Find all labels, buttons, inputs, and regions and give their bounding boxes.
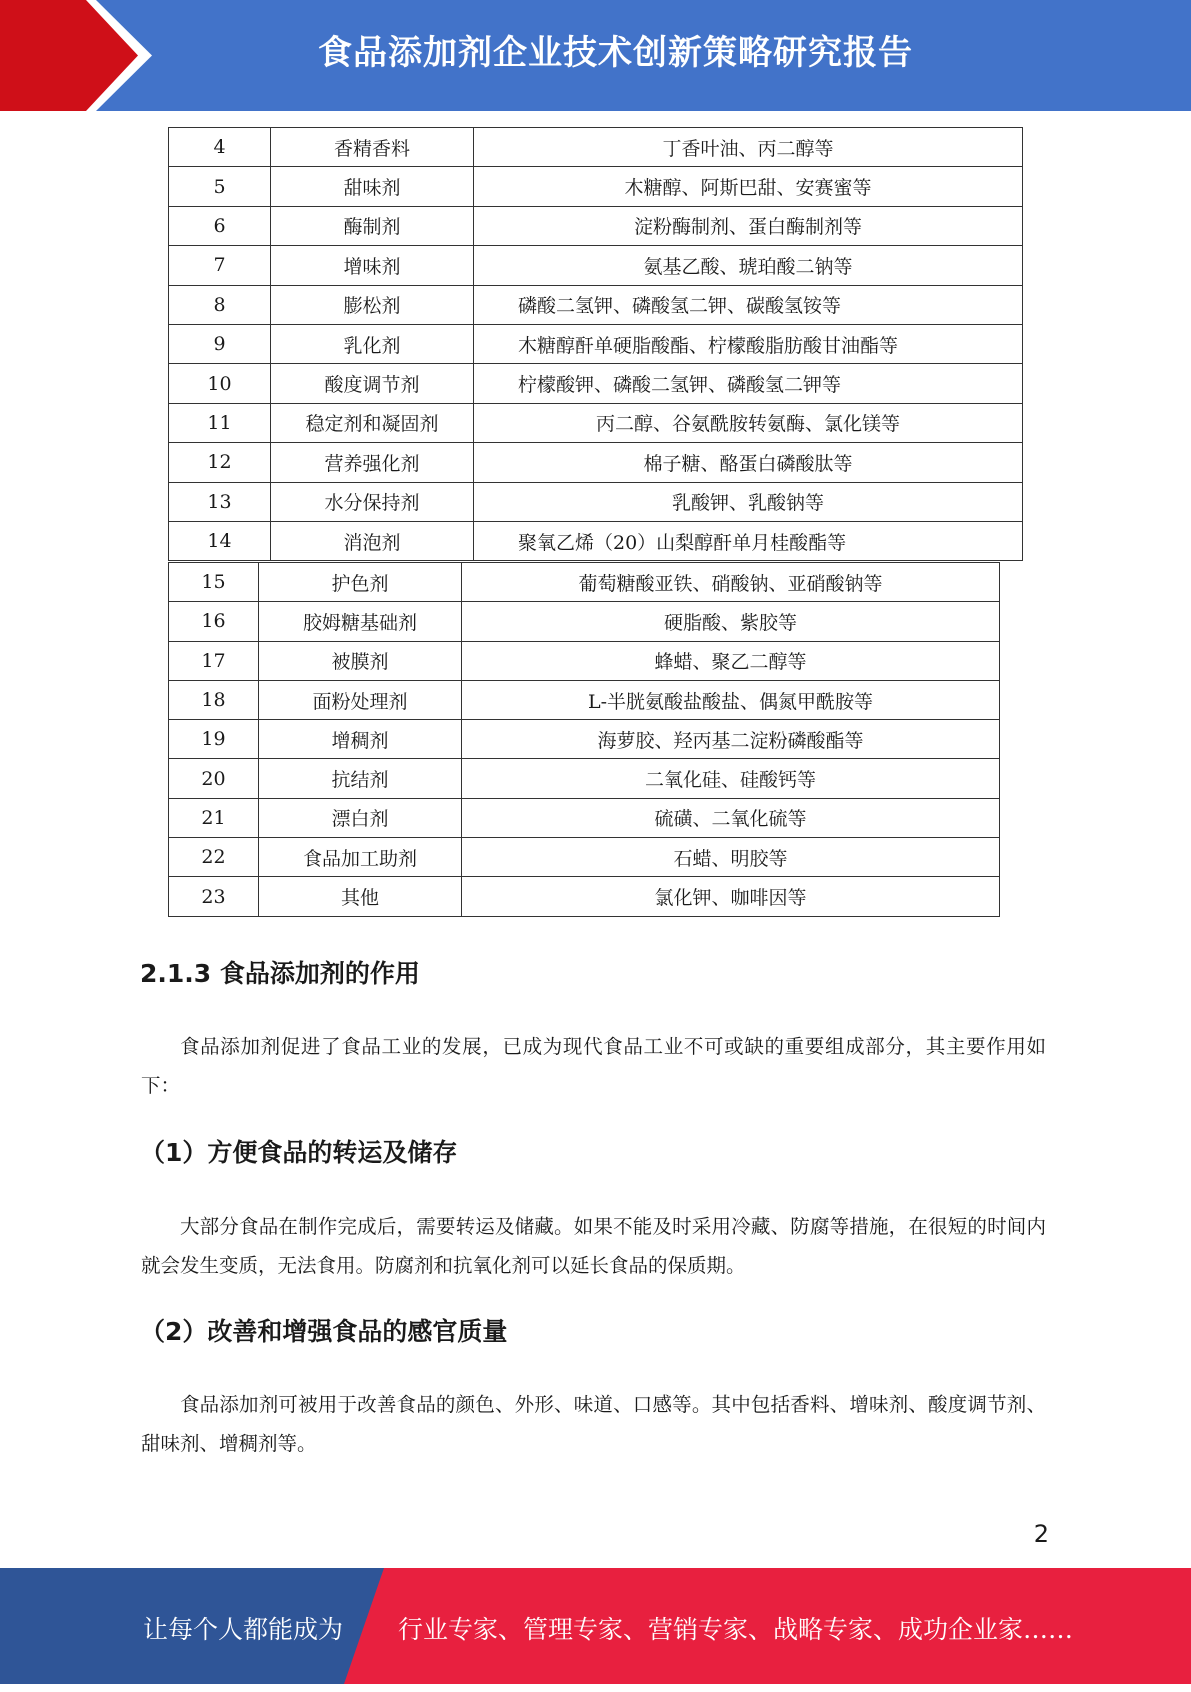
category-cell: 增稠剂 <box>259 720 462 759</box>
examples-cell: 葡萄糖酸亚铁、硝酸钠、亚硝酸钠等 <box>462 563 1000 602</box>
row-number-cell: 17 <box>169 641 259 680</box>
row-number-cell: 4 <box>169 128 271 167</box>
category-cell: 膨松剂 <box>271 285 474 324</box>
table-row <box>169 482 1023 521</box>
table-row <box>169 324 1023 363</box>
page-number: 2 <box>1033 1520 1049 1548</box>
category-cell: 乳化剂 <box>271 324 474 363</box>
category-cell: 被膜剂 <box>259 641 462 680</box>
examples-cell: 氨基乙酸、琥珀酸二钠等 <box>474 246 1023 285</box>
table-row <box>169 246 1023 285</box>
row-number-cell: 8 <box>169 285 271 324</box>
category-cell: 其他 <box>259 877 462 916</box>
row-number-cell: 21 <box>169 798 259 837</box>
row-number-cell: 12 <box>169 443 271 482</box>
report-title: 食品添加剂企业技术创新策略研究报告 <box>318 33 913 73</box>
row-number-cell: 11 <box>169 403 271 442</box>
category-cell: 香精香料 <box>271 128 474 167</box>
examples-cell: 氯化钾、咖啡因等 <box>462 877 1000 916</box>
table-row <box>169 206 1023 245</box>
table-row <box>169 443 1023 482</box>
category-cell: 消泡剂 <box>271 521 474 560</box>
category-cell: 抗结剂 <box>259 759 462 798</box>
examples-cell: 丁香叶油、丙二醇等 <box>474 128 1023 167</box>
paragraph-sensory: 食品添加剂可被用于改善食品的颜色、外形、味道、口感等。其中包括香料、增味剂、酸度调节剂、甜味剂、增稠剂等。 <box>141 1393 1046 1455</box>
page-footer <box>0 1568 1191 1684</box>
row-number-cell: 15 <box>169 563 259 602</box>
subheading-sensory: （2）改善和增强食品的感官质量 <box>140 1317 508 1346</box>
table-row <box>169 838 1000 877</box>
section-heading: 2.1.3 食品添加剂的作用 <box>140 959 420 988</box>
row-number-cell: 13 <box>169 482 271 521</box>
examples-cell: 木糖醇、阿斯巴甜、安赛蜜等 <box>474 167 1023 206</box>
examples-cell: 柠檬酸钾、磷酸二氢钾、磷酸氢二钾等 <box>474 364 1023 403</box>
table-row <box>169 403 1023 442</box>
table-row <box>169 285 1023 324</box>
additives-table-part-b <box>168 562 1000 917</box>
table-row <box>169 877 1000 916</box>
examples-cell: 蜂蜡、聚乙二醇等 <box>462 641 1000 680</box>
examples-cell: 硫磺、二氧化硫等 <box>462 798 1000 837</box>
examples-cell: 乳酸钾、乳酸钠等 <box>474 482 1023 521</box>
table-row <box>169 521 1023 560</box>
category-cell: 水分保持剂 <box>271 482 474 521</box>
category-cell: 食品加工助剂 <box>259 838 462 877</box>
examples-cell: 磷酸二氢钾、磷酸氢二钾、碳酸氢铵等 <box>474 285 1023 324</box>
category-cell: 酶制剂 <box>271 206 474 245</box>
row-number-cell: 20 <box>169 759 259 798</box>
intro-paragraph: 食品添加剂促进了食品工业的发展，已成为现代食品工业不可或缺的重要组成部分，其主要作用如下： <box>141 1035 1046 1097</box>
table-row <box>169 167 1023 206</box>
row-number-cell: 14 <box>169 521 271 560</box>
additives-table-part-a <box>168 127 1023 561</box>
row-number-cell: 10 <box>169 364 271 403</box>
examples-cell: 海萝胶、羟丙基二淀粉磷酸酯等 <box>462 720 1000 759</box>
table-row <box>169 128 1023 167</box>
table-row <box>169 680 1000 719</box>
category-cell: 护色剂 <box>259 563 462 602</box>
table-row <box>169 720 1000 759</box>
footer-slogan-right: 行业专家、管理专家、营销专家、战略专家、成功企业家…… <box>398 1615 1074 1644</box>
row-number-cell: 18 <box>169 680 259 719</box>
category-cell: 增味剂 <box>271 246 474 285</box>
row-number-cell: 5 <box>169 167 271 206</box>
subheading-storage: （1）方便食品的转运及储存 <box>140 1138 458 1167</box>
category-cell: 胶姆糖基础剂 <box>259 602 462 641</box>
table-row <box>169 798 1000 837</box>
row-number-cell: 16 <box>169 602 259 641</box>
category-cell: 酸度调节剂 <box>271 364 474 403</box>
page-header <box>0 0 1191 111</box>
paragraph-storage: 大部分食品在制作完成后，需要转运及储藏。如果不能及时采用冷藏、防腐等措施，在很短的时间内就会发生变质，无法食用。防腐剂和抗氧化剂可以延长食品的保质期。 <box>141 1215 1046 1277</box>
category-cell: 稳定剂和凝固剂 <box>271 403 474 442</box>
row-number-cell: 7 <box>169 246 271 285</box>
examples-cell: 二氧化硅、硅酸钙等 <box>462 759 1000 798</box>
category-cell: 面粉处理剂 <box>259 680 462 719</box>
category-cell: 漂白剂 <box>259 798 462 837</box>
category-cell: 甜味剂 <box>271 167 474 206</box>
row-number-cell: 9 <box>169 324 271 363</box>
examples-cell: 聚氧乙烯（20）山梨醇酐单月桂酸酯等 <box>474 521 1023 560</box>
table-row <box>169 364 1023 403</box>
examples-cell: 木糖醇酐单硬脂酸酯、柠檬酸脂肪酸甘油酯等 <box>474 324 1023 363</box>
footer-slogan-left: 让每个人都能成为 <box>143 1615 344 1644</box>
examples-cell: L-半胱氨酸盐酸盐、偶氮甲酰胺等 <box>462 680 1000 719</box>
examples-cell: 石蜡、明胶等 <box>462 838 1000 877</box>
category-cell: 营养强化剂 <box>271 443 474 482</box>
table-row <box>169 641 1000 680</box>
row-number-cell: 19 <box>169 720 259 759</box>
examples-cell: 棉子糖、酪蛋白磷酸肽等 <box>474 443 1023 482</box>
examples-cell: 淀粉酶制剂、蛋白酶制剂等 <box>474 206 1023 245</box>
table-row <box>169 563 1000 602</box>
examples-cell: 丙二醇、谷氨酰胺转氨酶、氯化镁等 <box>474 403 1023 442</box>
table-row <box>169 759 1000 798</box>
table-row <box>169 602 1000 641</box>
row-number-cell: 6 <box>169 206 271 245</box>
row-number-cell: 23 <box>169 877 259 916</box>
header-arrow-decoration <box>0 0 160 111</box>
row-number-cell: 22 <box>169 838 259 877</box>
examples-cell: 硬脂酸、紫胶等 <box>462 602 1000 641</box>
